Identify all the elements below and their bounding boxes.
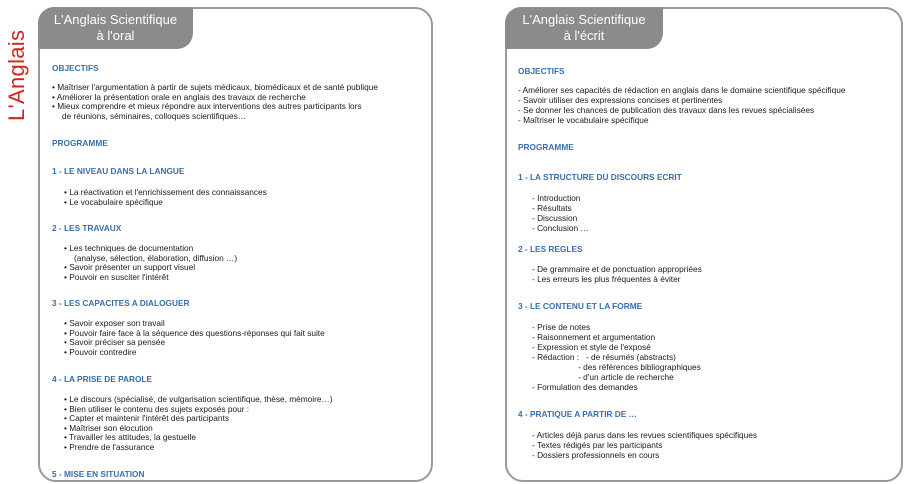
section-item: - Dossiers professionnels en cours bbox=[532, 450, 660, 460]
section-item: - Les erreurs les plus fréquentes à éviter bbox=[532, 274, 681, 284]
section-title: 5 - MISE EN SITUATION bbox=[52, 469, 145, 479]
section-title: 3 - LES CAPACITES A DIALOGUER bbox=[52, 298, 190, 308]
section-item: - Formulation des demandes bbox=[532, 382, 638, 392]
program-title: PROGRAMME bbox=[518, 142, 574, 152]
panel-oral bbox=[38, 7, 433, 482]
panel-ecrit bbox=[505, 7, 903, 482]
section-title: 2 - LES TRAVAUX bbox=[52, 223, 122, 233]
section-item: • Pouvoir en susciter l'intérêt bbox=[64, 271, 169, 282]
objective-item: • Maîtriser l'argumentation à partir de sujets médicaux, biomédicaux et de santé publique bbox=[52, 82, 378, 92]
header-line-2: à l'oral bbox=[96, 28, 135, 43]
section-item: • Pouvoir contredire bbox=[64, 346, 137, 357]
section-title: 4 - LA PRISE DE PAROLE bbox=[52, 374, 153, 384]
section-title: 2 - LES REGLES bbox=[518, 244, 583, 254]
section-title: 4 - PRATIQUE A PARTIR DE … bbox=[518, 409, 637, 419]
section-item: - Rédaction : - de résumés (abstracts) bbox=[532, 352, 676, 362]
side-title: L'Anglais bbox=[4, 29, 29, 121]
panel-header bbox=[38, 7, 193, 49]
section-item: • Bien utiliser le contenu des sujets exposés pour : bbox=[64, 403, 250, 414]
section-item: • La réactivation et l'enrichissement des connaissances bbox=[64, 187, 267, 197]
section-item: • Prendre de l'assurance bbox=[64, 441, 155, 452]
section-item: • Travailler les attitudes, la gestuelle bbox=[64, 432, 197, 442]
objective-item: - Maîtriser le vocabulaire spécifique bbox=[518, 115, 649, 125]
header-line-1: L'Anglais Scientifique bbox=[522, 12, 646, 27]
section-item: - Expression et style de l'exposé bbox=[532, 342, 651, 352]
section-item: - Raisonnement et argumentation bbox=[532, 332, 656, 342]
section-item: - des références bibliographiques bbox=[532, 362, 701, 372]
section-item: • Savoir présenter un support visuel bbox=[64, 262, 196, 272]
objective-item: • Mieux comprendre et mieux répondre aux interventions des autres participants lors bbox=[52, 101, 362, 111]
objective-item: - Améliorer ses capacités de rédaction en anglais dans le domaine scientifique spécifique bbox=[518, 85, 846, 95]
objective-item: • Améliorer la présentation orale en anglais des travaux de recherche bbox=[52, 91, 306, 102]
section-item: - Discussion bbox=[532, 213, 578, 223]
section-item: - Résultats bbox=[532, 203, 572, 213]
objective-item: - Savoir utiliser des expressions concises et pertinentes bbox=[518, 95, 723, 105]
objectives-title: OBJECTIFS bbox=[52, 63, 99, 73]
header-line-1: L'Anglais Scientifique bbox=[53, 12, 178, 27]
section-item: - Textes rédigés par les participants bbox=[532, 440, 663, 450]
section-item: - Conclusion … bbox=[532, 223, 589, 233]
objective-item: - Se donner les chances de publication des travaux dans les revues spécialisées bbox=[518, 105, 815, 115]
section-item: • Le discours (spécialisé, de vulgarisation scientifique, thèse, mémoire…) bbox=[64, 394, 333, 404]
section-item: - De grammaire et de ponctuation appropriées bbox=[532, 264, 702, 274]
panel-header bbox=[505, 7, 663, 49]
section-item: • Capter et maintenir l'intérêt des participants bbox=[64, 413, 229, 423]
section-item: • Pouvoir faire face à la séquence des questions-réponses qui fait suite bbox=[64, 327, 325, 338]
section-item: • Savoir exposer son travail bbox=[64, 318, 165, 328]
section-item: • Les techniques de documentation bbox=[64, 243, 194, 253]
section-title: 3 - LE CONTENU ET LA FORME bbox=[518, 301, 643, 311]
section-item: - Introduction bbox=[532, 193, 581, 203]
objective-item: de réunions, séminaires, colloques scientifiques… bbox=[62, 110, 247, 121]
section-title: 1 - LA STRUCTURE DU DISCOURS ECRIT bbox=[518, 172, 682, 182]
section-item: • Maîtriser son élocution bbox=[64, 422, 153, 433]
program-title: PROGRAMME bbox=[52, 138, 108, 148]
header-line-2: à l'écrit bbox=[563, 28, 605, 43]
section-item: • Le vocabulaire spécifique bbox=[64, 197, 163, 207]
section-item: - d'un article de recherche bbox=[532, 372, 674, 382]
section-item: - Articles déjà parus dans les revues scientifiques spécifiques bbox=[532, 430, 758, 440]
objectives-title: OBJECTIFS bbox=[518, 66, 565, 76]
section-item: (analyse, sélection, élaboration, diffusion …) bbox=[74, 252, 238, 263]
section-title: 1 - LE NIVEAU DANS LA LANGUE bbox=[52, 166, 185, 176]
section-item: • Savoir préciser sa pensée bbox=[64, 337, 166, 347]
section-item: - Prise de notes bbox=[532, 322, 591, 332]
